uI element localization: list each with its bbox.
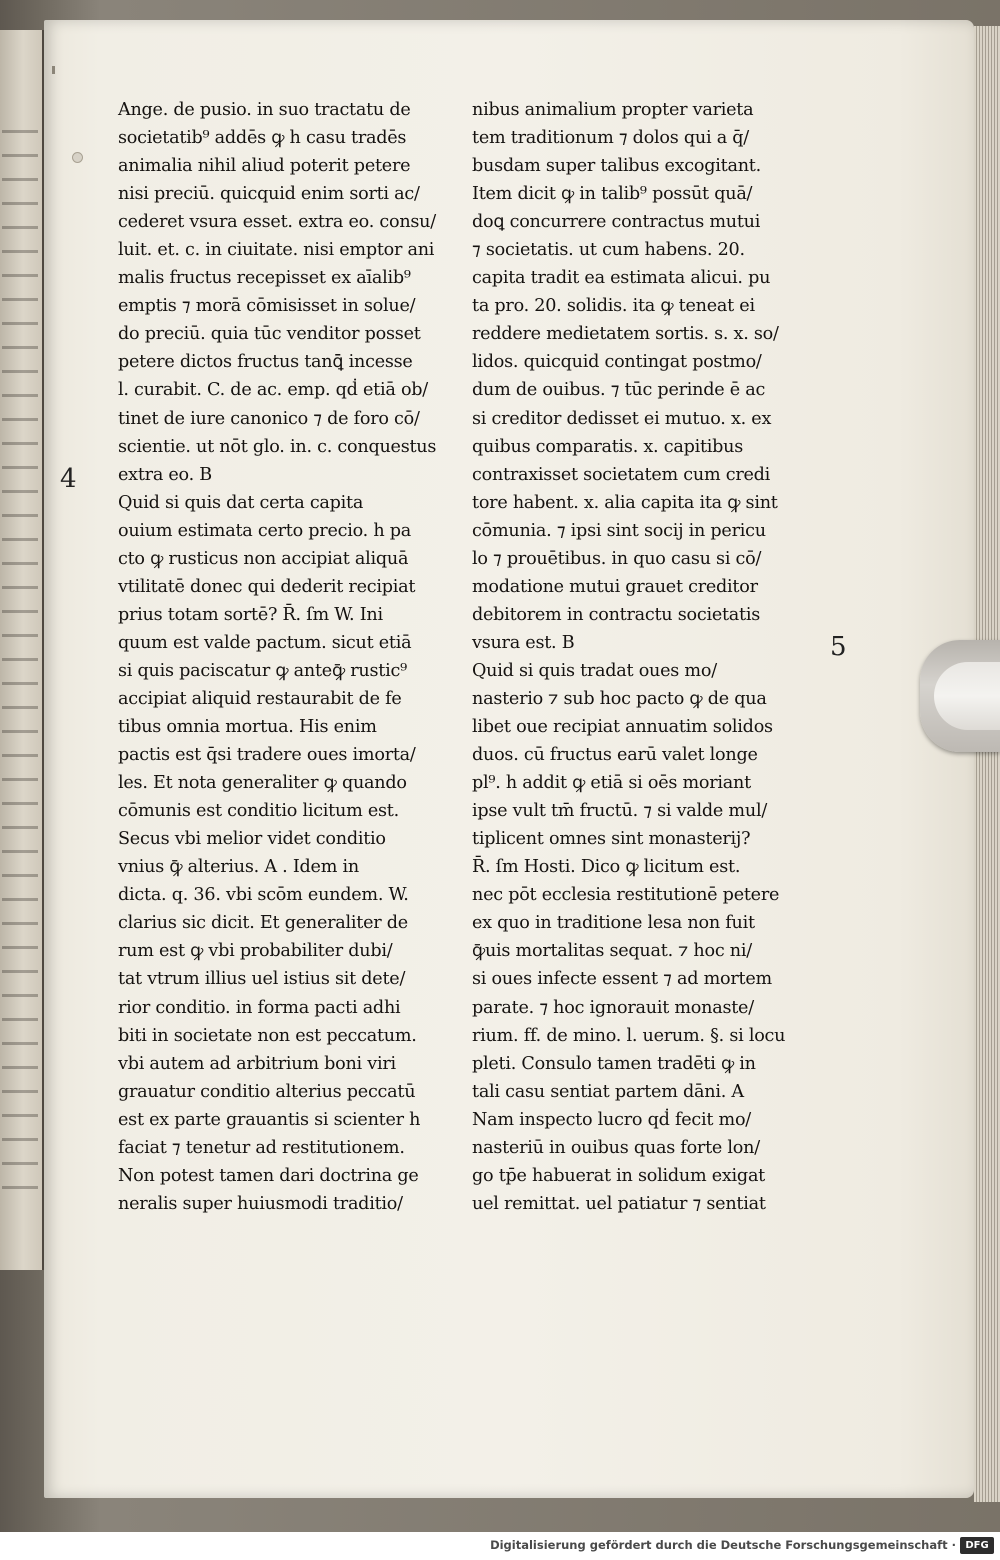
left-column-line: biti in societate non est peccatum. <box>118 1025 417 1046</box>
right-column-line: nec pōt ecclesia restitutionē petere <box>472 885 780 906</box>
right-column-line: doꝗ concurrere contractus mutui <box>472 212 761 233</box>
left-column-line: vnius ꝙ̄ alterius. A . Idem in <box>118 857 359 878</box>
left-column-line: ouium estimata certo precio. h pa <box>118 520 412 541</box>
left-column-line: grauatur conditio alterius peccatū <box>118 1081 416 1102</box>
right-column-line: go tp̄e habuerat in solidum exigat <box>472 1165 765 1186</box>
right-column-line: lidos. quicquid contingat postmo/ <box>472 352 762 373</box>
left-column-line: tibus omnia mortua. His enim <box>118 717 377 738</box>
left-column-line: vtilitatē donec qui dederit recipiat <box>118 576 416 597</box>
right-column-line: lo ⁊ prouētibus. in quo casu si cō/ <box>472 548 762 569</box>
right-column-line: pleti. Consulo tamen tradēti ꝙ in <box>472 1053 756 1074</box>
previous-page-edge <box>0 30 44 1270</box>
right-column-line: nasterio ⁊ sub hoc pacto ꝙ de qua <box>472 688 767 709</box>
right-column-line: ta pro. 20. solidis. ita ꝙ teneat ei <box>472 296 755 317</box>
left-column-line: dicta. q. 36. vbi scōm eundem. W. <box>118 885 409 906</box>
right-column-line: si creditor dedisset ei mutuo. x. ex <box>472 408 772 429</box>
previous-page-text-fragment <box>2 130 38 1210</box>
left-column-line: extra eo. B <box>118 464 212 485</box>
left-column-line: petere dictos fructus tanꝗ̄ incesse <box>118 352 413 373</box>
left-column-line: societatib⁹ addēs ꝙ h casu tradēs <box>118 128 407 149</box>
right-column-line: tore habent. x. alia capita ita ꝙ sint <box>472 492 778 513</box>
right-column-line: ipse vult tm̄ fructū. ⁊ si valde mul/ <box>472 801 767 822</box>
left-column-line: Secus vbi melior videt conditio <box>118 829 386 850</box>
left-column-line: quum est valde pactum. sicut etiā <box>118 632 412 653</box>
left-column-line: clarius sic dicit. Et generaliter de <box>118 913 408 934</box>
left-column-line: vbi autem ad arbitrium boni viri <box>118 1053 396 1074</box>
right-column-line: nibus animalium propter varieta <box>472 100 754 120</box>
left-column-line: nisi preciū. quicquid enim sorti ac/ <box>118 184 420 205</box>
right-column-line: nasteriū in ouibus quas forte lon/ <box>472 1137 760 1158</box>
right-column-line: si oues infecte essent ⁊ ad mortem <box>472 969 772 990</box>
page-mark <box>52 66 55 74</box>
page-stack-edge <box>974 26 1000 1502</box>
left-column-line: l. curabit. C. de ac. emp. qḋ etiā ob/ <box>118 380 428 401</box>
left-column-line: animalia nihil aliud poterit petere <box>118 156 411 177</box>
text-column-left <box>118 96 458 1218</box>
right-column-line: rium. ff. de mino. l. uerum. §. si locu <box>472 1025 786 1046</box>
right-column-line: ex quo in traditione lesa non fuit <box>472 913 755 934</box>
left-column-line: rior conditio. in forma pacti adhi <box>118 997 401 1018</box>
left-column-line: accipiat aliquid restaurabit de fe <box>118 688 402 709</box>
right-column-line: modatione mutui grauet creditor <box>472 576 758 597</box>
right-column-line: ꝙ̄uis mortalitas sequat. ⁊ hoc ni/ <box>472 941 752 962</box>
left-column-line: luit. et. c. in ciuitate. nisi emptor ani <box>118 240 435 261</box>
left-column-line: est ex parte grauantis si scienter h <box>118 1109 421 1130</box>
left-column-line: cōmunis est conditio licitum est. <box>118 801 399 822</box>
left-column-line: si quis paciscatur ꝙ anteꝙ̄ rustic⁹ <box>118 660 407 681</box>
right-column-line: R̄. ſm Hosti. Dico ꝙ licitum est. <box>472 857 741 878</box>
right-column-line: vsura est. B <box>472 632 575 653</box>
right-column-line: contraxisset societatem cum credi <box>472 464 771 485</box>
left-column-line: tat vtrum illius uel istius sit dete/ <box>118 969 406 990</box>
right-column-line: libet oue recipiat annuatim solidos <box>472 717 773 738</box>
dfg-logo: DFG <box>960 1537 994 1554</box>
right-column-line: duos. cū fructus earū valet longe <box>472 745 758 766</box>
page-clip <box>920 640 1000 752</box>
right-column-line: uel remittat. uel patiatur ⁊ sentiat <box>472 1193 766 1214</box>
right-column-line: pl⁹. h addit ꝙ etiā si oēs moriant <box>472 773 751 794</box>
footer-bar <box>0 1532 1000 1560</box>
left-column-line: faciat ⁊ tenetur ad restitutionem. <box>118 1137 405 1158</box>
right-column-line: tiplicent omnes sint monasterij? <box>472 829 751 850</box>
left-column-line: Quid si quis dat certa capita <box>118 492 364 513</box>
left-column-line: rum est ꝙ vbi probabiliter dubi/ <box>118 941 393 962</box>
left-column-line: neralis super huiusmodi traditio/ <box>118 1193 403 1214</box>
right-column-line: capita tradit ea estimata alicui. pu <box>472 268 771 289</box>
margin-number-left: 4 <box>60 464 77 494</box>
right-column-line: ⁊ societatis. ut cum habens. 20. <box>472 240 745 261</box>
funding-credit: Digitalisierung gefördert durch die Deutsche Forschungsgemeinschaft · <box>490 1538 956 1552</box>
left-column-line: emptis ⁊ morā cōmisisset in solue/ <box>118 296 416 317</box>
right-column-line: dum de ouibus. ⁊ tūc perinde ē ac <box>472 380 766 401</box>
right-column-line: cōmunia. ⁊ ipsi sint socij in pericu <box>472 520 766 541</box>
right-column-line: debitorem in contractu societatis <box>472 604 761 625</box>
left-column-line: tinet de iure canonico ⁊ de foro cō/ <box>118 408 420 429</box>
left-column-line: do preciū. quia tūc venditor posset <box>118 324 421 345</box>
left-column-line: les. Et nota generaliter ꝙ quando <box>118 773 407 794</box>
left-column-line: prius totam sortē? R̄. ſm W. Ini <box>118 604 383 625</box>
left-column-line: cederet vsura esset. extra eo. consu/ <box>118 212 436 233</box>
right-column-line: tali casu sentiat partem dāni. A <box>472 1081 744 1102</box>
pin-hole <box>72 152 83 163</box>
left-column-line: scientie. ut nōt glo. in. c. conquestus <box>118 436 437 457</box>
right-column-line: Item dicit ꝙ in talib⁹ possūt quā/ <box>472 184 753 205</box>
left-column-line: cto ꝙ rusticus non accipiat aliquā <box>118 548 409 569</box>
right-column-line: quibus comparatis. x. capitibus <box>472 436 744 457</box>
right-column-line: reddere medietatem sortis. s. x. so/ <box>472 324 779 345</box>
right-column-line: Quid si quis tradat oues mo/ <box>472 660 717 681</box>
page-clip-inner <box>934 662 1000 730</box>
right-column-line: busdam super talibus excogitant. <box>472 156 761 177</box>
right-column-line: tem traditionum ⁊ dolos qui a q̄/ <box>472 128 749 149</box>
text-column-right <box>472 96 822 1218</box>
left-column-line: Non potest tamen dari doctrina ge <box>118 1165 419 1186</box>
margin-number-right: 5 <box>830 632 847 662</box>
right-column-line: Nam inspecto lucro qḋ fecit mo/ <box>472 1109 751 1130</box>
right-column-line: parate. ⁊ hoc ignorauit monaste/ <box>472 997 754 1018</box>
left-column-line: malis fructus recepisset ex aīalib⁹ <box>118 268 411 289</box>
left-column-line: Ange. de pusio. in suo tractatu de <box>118 100 411 120</box>
left-column-line: pactis est q̄si tradere oues imorta/ <box>118 745 416 766</box>
